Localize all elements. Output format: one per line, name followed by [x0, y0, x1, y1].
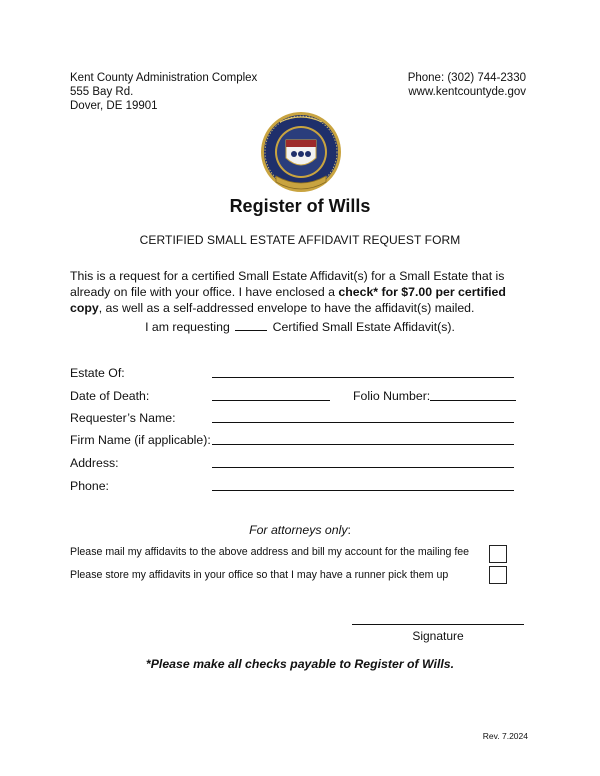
estate-of-field[interactable]: [212, 377, 514, 378]
payable-note: *Please make all checks payable to Register of Wills.: [145, 657, 455, 671]
attorneys-heading: [0, 523, 600, 537]
folio-number-field[interactable]: [430, 400, 516, 401]
office-phone: Phone: (302) 744-2330: [407, 72, 526, 84]
address-line: Dover, DE 19901: [70, 100, 158, 112]
phone-field[interactable]: [212, 490, 514, 491]
store-option-checkbox[interactable]: [489, 566, 507, 584]
requesting-prefix: I am requesting: [145, 320, 230, 334]
estate-of-label: Estate Of:: [70, 366, 125, 380]
signature-label: Signature: [412, 629, 464, 643]
form-subtitle: CERTIFIED SMALL ESTATE AFFIDAVIT REQUEST FORM: [139, 233, 461, 247]
requesting-statement: [0, 320, 600, 334]
intro-paragraph: [70, 268, 540, 316]
requester-name-label: Requester’s Name:: [70, 411, 176, 425]
revision-label: Rev. 7.2024: [482, 731, 528, 741]
kent-county-seal-icon: [256, 110, 346, 198]
phone-label: Phone:: [70, 479, 109, 493]
date-of-death-label: Date of Death:: [70, 389, 150, 403]
intro-fee-text: check* for $7.00 per certified copy: [70, 285, 506, 315]
attorneys-heading-text: For attorneys only: [249, 523, 348, 537]
address-line: 555 Bay Rd.: [70, 86, 134, 98]
firm-name-field[interactable]: [212, 444, 514, 445]
address-line: Kent County Administration Complex: [70, 72, 258, 84]
office-contact: [408, 71, 526, 99]
intro-text-end: , as well as a self-addressed envelope to have the affidavit(s) mailed.: [98, 301, 475, 315]
firm-name-label: Firm Name (if applicable):: [70, 433, 211, 447]
office-address: [70, 71, 257, 113]
requester-name-field[interactable]: [212, 422, 514, 423]
intro-text: This is a request for a certified Small Estate Affidavit(s) for a Small Estate that is already on file with your office. I have enclosed a: [70, 269, 505, 299]
store-option-label: Please store my affidavits in your office so that I may have a runner pick them up: [70, 569, 449, 581]
attorneys-heading-colon: :: [347, 523, 351, 537]
office-website: www.kentcountyde.gov: [408, 86, 526, 98]
mail-option-label: Please mail my affidavits to the above address and bill my account for the mailing fee: [70, 546, 470, 558]
mail-option-checkbox[interactable]: [489, 545, 507, 563]
address-field[interactable]: [212, 467, 514, 468]
date-of-death-field[interactable]: [212, 400, 330, 401]
page-title: Register of Wills: [229, 196, 371, 216]
quantity-field[interactable]: [235, 320, 267, 331]
requesting-suffix: Certified Small Estate Affidavit(s).: [272, 320, 455, 334]
folio-number-label: Folio Number:: [353, 389, 431, 403]
signature-field[interactable]: [352, 624, 524, 625]
address-label: Address:: [70, 456, 119, 470]
